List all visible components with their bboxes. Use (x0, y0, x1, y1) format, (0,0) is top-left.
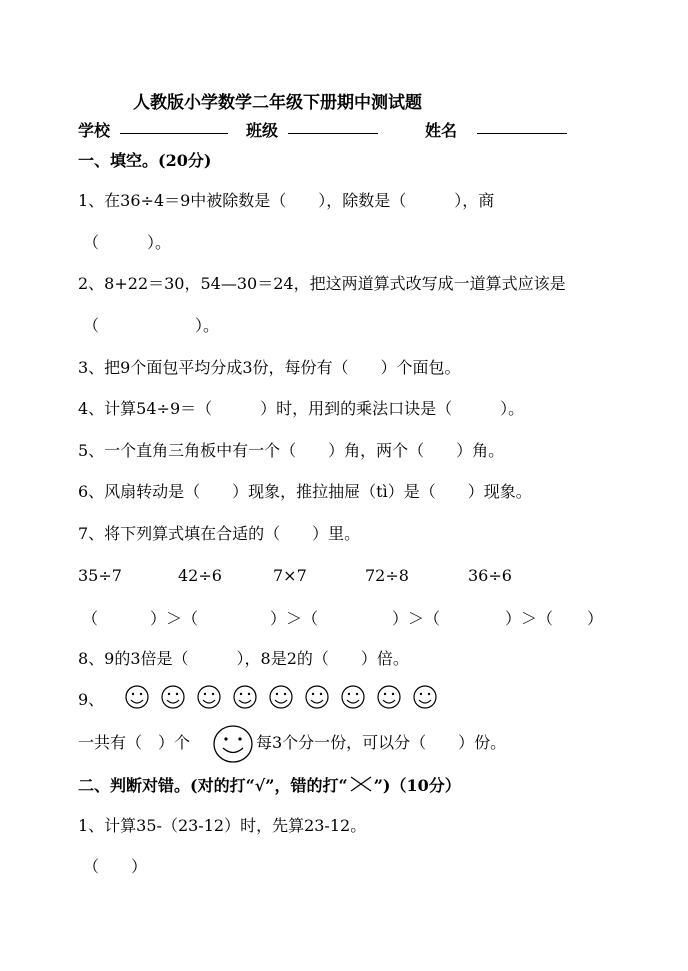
smiley-icon (126, 686, 148, 708)
question-4: 4、计算54÷9＝（ ）时，用到的乘法口诀是（ ）。 (78, 399, 525, 418)
school-blank[interactable] (120, 133, 228, 134)
expr-3: 7×7 (273, 566, 307, 585)
smiley-icon (198, 686, 220, 708)
question-9-suffix: 每3个分一份，可以分（ ）份。 (256, 733, 507, 752)
smiley-icon (162, 686, 184, 708)
smiley-icon (378, 686, 400, 708)
smiley-icon (234, 686, 256, 708)
class-blank[interactable] (288, 133, 378, 134)
section2-heading-prefix: 二、判断对错。(对的打“√”，错的打“ (78, 776, 348, 795)
smiley-icon (342, 686, 364, 708)
exam-title: 人教版小学数学二年级下册期中测试题 (133, 93, 422, 113)
compare-part-5: ）＞（ (505, 609, 554, 628)
compare-part-6: ） (587, 609, 604, 628)
compare-part-2: ）＞（ (150, 609, 199, 628)
smiley-face-icon (212, 724, 254, 764)
section1-heading: 一、填空。(20分) (78, 151, 212, 170)
expr-4: 72÷8 (365, 566, 409, 585)
smiley-row (124, 684, 440, 712)
question-9-prefix: 一共有（ ）个 (78, 733, 191, 752)
question-6: 6、风扇转动是（ ）现象，推拉抽屉（tì）是（ ）现象。 (78, 482, 532, 501)
smiley-icon (414, 686, 436, 708)
question-8: 8、9的3倍是（ ），8是2的（ ）倍。 (78, 649, 409, 668)
name-blank[interactable] (477, 133, 567, 134)
question-2-cont: （ ）。 (83, 316, 220, 335)
question-1: 1、在36÷4＝9中被除数是（ ），除数是（ ），商 (78, 191, 495, 210)
cross-mark-icon (348, 775, 374, 793)
compare-part-3: ）＞（ (270, 609, 319, 628)
smiley-icon (270, 686, 292, 708)
expr-5: 36÷6 (468, 566, 512, 585)
name-label: 姓名 (425, 121, 458, 140)
question-5: 5、一个直角三角板中有一个（ ）角，两个（ ）角。 (78, 441, 505, 460)
question-7: 7、将下列算式填在合适的（ ）里。 (78, 524, 361, 543)
expr-2: 42÷6 (178, 566, 222, 585)
judge-question-1: 1、计算35-（23-12）时，先算23-12。 (78, 816, 367, 835)
school-label: 学校 (78, 121, 111, 140)
compare-part-1: （ (82, 609, 99, 628)
expr-1: 35÷7 (78, 566, 122, 585)
section2-heading-suffix: ”)（10分） (373, 776, 461, 795)
question-1-cont: （ ）。 (83, 233, 172, 252)
question-9-number: 9、 (78, 690, 105, 709)
smiley-icon (306, 686, 328, 708)
compare-part-4: ）＞（ (392, 609, 441, 628)
question-3: 3、把9个面包平均分成3份，每份有（ ）个面包。 (78, 358, 461, 377)
question-2: 2、8+22＝30，54—30＝24，把这两道算式改写成一道算式应该是 (78, 274, 566, 293)
class-label: 班级 (246, 121, 279, 140)
section2-heading (78, 775, 461, 796)
judge-question-1-answer: （ ） (83, 857, 148, 876)
